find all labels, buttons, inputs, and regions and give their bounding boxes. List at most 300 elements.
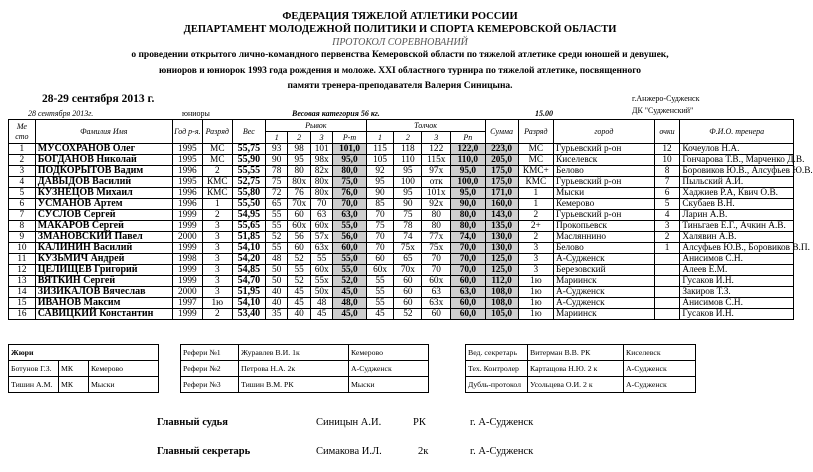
cell-c2: 74 bbox=[394, 232, 422, 243]
table-row bbox=[9, 232, 794, 243]
cell-c3: отк bbox=[422, 177, 451, 188]
cell-c3: 101х bbox=[422, 188, 451, 199]
cell-bw: 54,10 bbox=[232, 298, 265, 309]
cell-cr: 80,0 bbox=[451, 221, 485, 232]
cell-c3: 115х bbox=[422, 155, 451, 166]
table-row bbox=[9, 276, 794, 287]
cell-s2: 60 bbox=[288, 210, 310, 221]
cell-s2: 70х bbox=[288, 199, 310, 210]
cell-bw: 55,90 bbox=[232, 155, 265, 166]
cell-coach: Хаджиев Р.А, Квич О.В. bbox=[680, 188, 794, 199]
cell-sr: 70,0 bbox=[333, 199, 366, 210]
cell-city: А-Судженск bbox=[554, 298, 655, 309]
jury-name: Тишин А.М. bbox=[9, 377, 59, 393]
table-row bbox=[9, 309, 794, 320]
cell-bw: 54,85 bbox=[232, 265, 265, 276]
cell-year: 1996 bbox=[172, 188, 202, 199]
cell-sr: 80,0 bbox=[333, 166, 366, 177]
cell-year: 1995 bbox=[172, 177, 202, 188]
cell-rank: 3 bbox=[202, 276, 232, 287]
cell-rank2: 1ю bbox=[518, 298, 553, 309]
official-label: Дубль-протокол bbox=[466, 377, 528, 393]
cell-coach: Ларин А.В. bbox=[680, 210, 794, 221]
cell-city: Кемерово bbox=[554, 199, 655, 210]
cell-bw: 55,75 bbox=[232, 144, 265, 155]
cell-pts: 2 bbox=[654, 232, 680, 243]
event-city: г.Анжеро-Судженск bbox=[632, 94, 700, 103]
official-name: Витерман В.В. РК bbox=[528, 345, 624, 361]
cell-c1: 45 bbox=[366, 309, 394, 320]
cell-s2: 52 bbox=[288, 276, 310, 287]
cell-year: 1997 bbox=[172, 298, 202, 309]
col-coach: Ф.И.О. тренера bbox=[680, 120, 794, 144]
cell-sr: 76,0 bbox=[333, 188, 366, 199]
cell-total: 160,0 bbox=[485, 199, 518, 210]
official-label: Тех. Контролер bbox=[466, 361, 528, 377]
table-row bbox=[9, 221, 794, 232]
cell-c3: 92х bbox=[422, 199, 451, 210]
cell-bw: 54,95 bbox=[232, 210, 265, 221]
cell-city: Березовский bbox=[554, 265, 655, 276]
cell-c2: 90 bbox=[394, 199, 422, 210]
cell-name: ПОДКОРЫТОВ Вадим bbox=[35, 166, 172, 177]
cell-year: 1999 bbox=[172, 210, 202, 221]
cell-c2: 78 bbox=[394, 221, 422, 232]
cell-name: МУСОХРАНОВ Олег bbox=[35, 144, 172, 155]
cell-bw: 55,50 bbox=[232, 199, 265, 210]
cell-c2: 60 bbox=[394, 298, 422, 309]
cell-coach: Алсуфьев Ю.В., Боровиков В.П. bbox=[680, 243, 794, 254]
cell-s3: 101 bbox=[310, 144, 332, 155]
chief-secretary-label: Главный секретарь bbox=[157, 446, 251, 457]
jury-rank: МК bbox=[59, 361, 89, 377]
referee-label: Рефери №2 bbox=[181, 361, 239, 377]
cell-s1: 40 bbox=[265, 298, 287, 309]
cell-s2: 98 bbox=[288, 144, 310, 155]
cell-s1: 50 bbox=[265, 276, 287, 287]
col-place: Ме сто bbox=[9, 120, 36, 144]
event-description-3: памяти тренера-преподавателя Валерия Синицына. bbox=[287, 81, 513, 91]
cell-coach: Закиров Т.З. bbox=[680, 287, 794, 298]
cell-city: А-Судженск bbox=[554, 287, 655, 298]
cell-cr: 122,0 bbox=[451, 144, 485, 155]
cell-city: Мыски bbox=[554, 188, 655, 199]
cell-pts bbox=[654, 254, 680, 265]
cell-total: 175,0 bbox=[485, 166, 518, 177]
cell-bw: 51,85 bbox=[232, 232, 265, 243]
official-label: Вед. секретарь bbox=[466, 345, 528, 361]
cell-s1: 90 bbox=[265, 155, 287, 166]
referee-city: Мыски bbox=[349, 377, 429, 393]
cell-coach: Халявин А.В. bbox=[680, 232, 794, 243]
cell-rank2: 2 bbox=[518, 210, 553, 221]
cell-total: 175,0 bbox=[485, 177, 518, 188]
col-snatch-3: 3 bbox=[310, 132, 332, 144]
cell-cr: 60,0 bbox=[451, 298, 485, 309]
cell-name: МАКАРОВ Сергей bbox=[35, 221, 172, 232]
col-city: город bbox=[554, 120, 655, 144]
cell-bw: 55,80 bbox=[232, 188, 265, 199]
table-row bbox=[9, 177, 794, 188]
cell-sr: 56,0 bbox=[333, 232, 366, 243]
cell-year: 1999 bbox=[172, 265, 202, 276]
cell-c3: 63х bbox=[422, 298, 451, 309]
cell-c2: 70х bbox=[394, 265, 422, 276]
cell-rank: 2 bbox=[202, 166, 232, 177]
cell-year: 1996 bbox=[172, 166, 202, 177]
cell-c3: 63 bbox=[422, 287, 451, 298]
cell-cr: 60,0 bbox=[451, 276, 485, 287]
cell-city: Масляннино bbox=[554, 232, 655, 243]
cell-bw: 54,20 bbox=[232, 254, 265, 265]
table-row bbox=[9, 265, 794, 276]
cell-place: 8 bbox=[9, 221, 36, 232]
cell-c2: 118 bbox=[394, 144, 422, 155]
cell-cr: 95,0 bbox=[451, 166, 485, 177]
table-row bbox=[9, 298, 794, 309]
cell-place: 2 bbox=[9, 155, 36, 166]
cell-c1: 115 bbox=[366, 144, 394, 155]
table-row bbox=[9, 254, 794, 265]
cell-c3: 75х bbox=[422, 243, 451, 254]
col-snatch: Рывок bbox=[265, 120, 366, 132]
cell-cr: 70,0 bbox=[451, 265, 485, 276]
table-row bbox=[9, 287, 794, 298]
cell-rank2: 3 bbox=[518, 254, 553, 265]
cell-place: 1 bbox=[9, 144, 36, 155]
cell-rank: МС bbox=[202, 144, 232, 155]
cell-year: 1999 bbox=[172, 243, 202, 254]
cell-pts bbox=[654, 309, 680, 320]
col-cj-3: 3 bbox=[422, 132, 451, 144]
cell-sr: 63,0 bbox=[333, 210, 366, 221]
cell-name: ЦЕЛИЩЕВ Григорий bbox=[35, 265, 172, 276]
cell-s2: 95 bbox=[288, 155, 310, 166]
cell-bw: 52,75 bbox=[232, 177, 265, 188]
cell-rank: КМС bbox=[202, 177, 232, 188]
cell-c1: 55 bbox=[366, 298, 394, 309]
cell-name: УСМАНОВ Артем bbox=[35, 199, 172, 210]
cell-s2: 60 bbox=[288, 243, 310, 254]
cell-c3: 77х bbox=[422, 232, 451, 243]
cell-cr: 70,0 bbox=[451, 254, 485, 265]
cell-name: ДАВЫДОВ Василий bbox=[35, 177, 172, 188]
referee-city: А-Судженск bbox=[349, 361, 429, 377]
cell-c1: 70 bbox=[366, 210, 394, 221]
cell-sr: 55,0 bbox=[333, 265, 366, 276]
cell-name: СУСЛОВ Сергей bbox=[35, 210, 172, 221]
jury-city: Кемерово bbox=[89, 361, 159, 377]
cell-bw: 51,95 bbox=[232, 287, 265, 298]
cell-place: 9 bbox=[9, 232, 36, 243]
cell-c2: 65 bbox=[394, 254, 422, 265]
cell-cr: 63,0 bbox=[451, 287, 485, 298]
cell-pts bbox=[654, 287, 680, 298]
cell-s3: 55х bbox=[310, 276, 332, 287]
cell-city: Белово bbox=[554, 243, 655, 254]
cell-city: Киселевск bbox=[554, 155, 655, 166]
cell-pts: 3 bbox=[654, 221, 680, 232]
cell-s3: 57х bbox=[310, 232, 332, 243]
col-name: Фамилия Имя bbox=[35, 120, 172, 144]
chief-judge-city: г. А-Судженск bbox=[470, 417, 534, 428]
cell-rank2: 1 bbox=[518, 188, 553, 199]
cell-total: 205,0 bbox=[485, 155, 518, 166]
cell-rank: 3 bbox=[202, 254, 232, 265]
referee-label: Рефери №3 bbox=[181, 377, 239, 393]
cell-s3: 45 bbox=[310, 309, 332, 320]
cell-s2: 45 bbox=[288, 287, 310, 298]
weight-class: Весовая категория 56 кг. bbox=[292, 109, 380, 118]
cell-bw: 55,65 bbox=[232, 221, 265, 232]
cell-pts bbox=[654, 265, 680, 276]
cell-s3: 80х bbox=[310, 188, 332, 199]
jury-rank: МК bbox=[59, 377, 89, 393]
cell-s3: 55 bbox=[310, 254, 332, 265]
cell-pts: 1 bbox=[654, 243, 680, 254]
cell-sr: 101,0 bbox=[333, 144, 366, 155]
cell-total: 105,0 bbox=[485, 309, 518, 320]
cell-bw: 54,70 bbox=[232, 276, 265, 287]
cell-rank: 2 bbox=[202, 210, 232, 221]
referee-label: Рефери №1 bbox=[181, 345, 239, 361]
cell-year: 2000 bbox=[172, 287, 202, 298]
cell-pts: 10 bbox=[654, 155, 680, 166]
cell-cr: 74,0 bbox=[451, 232, 485, 243]
cell-place: 14 bbox=[9, 287, 36, 298]
cell-s1: 35 bbox=[265, 309, 287, 320]
col-snatch-result: Р-т bbox=[333, 132, 366, 144]
cell-c3: 80 bbox=[422, 210, 451, 221]
cell-s2: 40 bbox=[288, 309, 310, 320]
cell-year: 1999 bbox=[172, 309, 202, 320]
cell-place: 15 bbox=[9, 298, 36, 309]
cell-cr: 80,0 bbox=[451, 210, 485, 221]
cell-c1: 105 bbox=[366, 155, 394, 166]
jury-name: Ботунов Г.З. bbox=[9, 361, 59, 377]
cell-s2: 80 bbox=[288, 166, 310, 177]
cell-s2: 52 bbox=[288, 254, 310, 265]
cell-city: Гурьевский р-он bbox=[554, 144, 655, 155]
cell-total: 143,0 bbox=[485, 210, 518, 221]
cell-c2: 110 bbox=[394, 155, 422, 166]
cell-s3: 70 bbox=[310, 199, 332, 210]
cell-c2: 75 bbox=[394, 210, 422, 221]
cell-c3: 80 bbox=[422, 221, 451, 232]
cell-c1: 95 bbox=[366, 177, 394, 188]
cell-coach: Анисимов С.Н. bbox=[680, 298, 794, 309]
cell-rank2: 1 bbox=[518, 199, 553, 210]
cell-rank2: 2+ bbox=[518, 221, 553, 232]
cell-city: Прокопьевск bbox=[554, 221, 655, 232]
cell-c1: 70 bbox=[366, 243, 394, 254]
cell-coach: Кочеулов Н.А. bbox=[680, 144, 794, 155]
cell-total: 108,0 bbox=[485, 287, 518, 298]
cell-s3: 63х bbox=[310, 243, 332, 254]
cell-s1: 55 bbox=[265, 210, 287, 221]
cell-s3: 60х bbox=[310, 221, 332, 232]
cell-rank2: 1ю bbox=[518, 309, 553, 320]
cell-rank: 1ю bbox=[202, 298, 232, 309]
cell-name: КАЛИНИН Василий bbox=[35, 243, 172, 254]
cell-sr: 60,0 bbox=[333, 243, 366, 254]
cell-s1: 48 bbox=[265, 254, 287, 265]
cell-pts bbox=[654, 298, 680, 309]
cell-s1: 93 bbox=[265, 144, 287, 155]
cell-rank: 3 bbox=[202, 243, 232, 254]
table-row bbox=[9, 155, 794, 166]
cell-cr: 90,0 bbox=[451, 199, 485, 210]
cell-name: КУЗЬМИЧ Андрей bbox=[35, 254, 172, 265]
cell-place: 13 bbox=[9, 276, 36, 287]
cell-total: 130,0 bbox=[485, 243, 518, 254]
event-description-1: о проведении открытого лично-командного первенства Кемеровской области по тяжелой атлетике среди юношей и девушек, bbox=[131, 50, 669, 60]
jury-table bbox=[8, 344, 159, 393]
cell-sr: 52,0 bbox=[333, 276, 366, 287]
cell-c1: 70 bbox=[366, 232, 394, 243]
cell-c1: 60 bbox=[366, 254, 394, 265]
cell-c3: 60х bbox=[422, 276, 451, 287]
cell-sr: 55,0 bbox=[333, 254, 366, 265]
cell-coach: Гусаков И.Н. bbox=[680, 309, 794, 320]
cell-city: Гурьевский р-он bbox=[554, 210, 655, 221]
cell-rank: МС bbox=[202, 155, 232, 166]
col-weight: Вес bbox=[232, 120, 265, 144]
cell-pts: 5 bbox=[654, 199, 680, 210]
cell-total: 135,0 bbox=[485, 221, 518, 232]
cell-pts: 12 bbox=[654, 144, 680, 155]
cell-rank: 3 bbox=[202, 265, 232, 276]
official-city: А-Судженск bbox=[624, 361, 696, 377]
cell-city: Мариинск bbox=[554, 276, 655, 287]
jury-city: Мыски bbox=[89, 377, 159, 393]
cell-s2: 76 bbox=[288, 188, 310, 199]
table-row bbox=[9, 210, 794, 221]
cell-s3: 63 bbox=[310, 210, 332, 221]
cell-s3: 98х bbox=[310, 155, 332, 166]
cell-coach: Скубаев В.Н. bbox=[680, 199, 794, 210]
cell-bw: 55,55 bbox=[232, 166, 265, 177]
col-rank: Разряд bbox=[202, 120, 232, 144]
cell-name: КУЗНЕЦОВ Михаил bbox=[35, 188, 172, 199]
cell-s1: 65 bbox=[265, 199, 287, 210]
cell-bw: 54,10 bbox=[232, 243, 265, 254]
referee-name: Тишин В.М. РК bbox=[239, 377, 349, 393]
cell-name: ЗМАНОВСКИЙ Павел bbox=[35, 232, 172, 243]
cell-place: 4 bbox=[9, 177, 36, 188]
cell-s1: 50 bbox=[265, 265, 287, 276]
cell-rank2: КМС+ bbox=[518, 166, 553, 177]
cell-pts: 6 bbox=[654, 188, 680, 199]
cell-rank: КМС bbox=[202, 188, 232, 199]
cell-c1: 85 bbox=[366, 199, 394, 210]
cell-c3: 97х bbox=[422, 166, 451, 177]
cell-c1: 55 bbox=[366, 287, 394, 298]
cell-sr: 48,0 bbox=[333, 298, 366, 309]
cell-city: Мариинск bbox=[554, 309, 655, 320]
cell-name: ВЯТКИН Сергей bbox=[35, 276, 172, 287]
cell-s3: 82х bbox=[310, 166, 332, 177]
cell-cr: 100,0 bbox=[451, 177, 485, 188]
chief-secretary-city: г. А-Судженск bbox=[470, 446, 534, 457]
cell-c3: 60 bbox=[422, 309, 451, 320]
cell-c2: 95 bbox=[394, 188, 422, 199]
cell-rank2: 2 bbox=[518, 232, 553, 243]
chief-secretary-name: Симакова И.Л. bbox=[316, 446, 382, 457]
cell-total: 171,0 bbox=[485, 188, 518, 199]
cell-place: 11 bbox=[9, 254, 36, 265]
protocol-title: ПРОТОКОЛ СОРЕВНОВАНИЙ bbox=[332, 37, 468, 48]
cell-city: Гурьевский р-он bbox=[554, 177, 655, 188]
cell-rank2: 1ю bbox=[518, 276, 553, 287]
cell-s1: 55 bbox=[265, 221, 287, 232]
cell-coach: Анисимов С.Н. bbox=[680, 254, 794, 265]
cell-s1: 75 bbox=[265, 177, 287, 188]
header-row bbox=[9, 120, 794, 132]
cell-cr: 70,0 bbox=[451, 243, 485, 254]
col-snatch-2: 2 bbox=[288, 132, 310, 144]
cell-rank: 2 bbox=[202, 309, 232, 320]
cell-c2: 60 bbox=[394, 276, 422, 287]
department-title: ДЕПАРТАМЕНТ МОЛОДЕЖНОЙ ПОЛИТИКИ И СПОРТА КЕМЕРОВСКОЙ ОБЛАСТИ bbox=[183, 24, 617, 35]
cell-rank: 1 bbox=[202, 199, 232, 210]
cell-rank2: 3 bbox=[518, 265, 553, 276]
cell-s3: 60х bbox=[310, 265, 332, 276]
cell-c1: 60х bbox=[366, 265, 394, 276]
cell-cr: 95,0 bbox=[451, 188, 485, 199]
cell-city: Белово bbox=[554, 166, 655, 177]
cell-s1: 72 bbox=[265, 188, 287, 199]
cell-rank2: 3 bbox=[518, 243, 553, 254]
cell-c2: 75х bbox=[394, 243, 422, 254]
cell-s3: 50х bbox=[310, 287, 332, 298]
cell-sr: 55,0 bbox=[333, 221, 366, 232]
cell-c2: 100 bbox=[394, 177, 422, 188]
cell-s2: 55 bbox=[288, 265, 310, 276]
cell-cr: 110,0 bbox=[451, 155, 485, 166]
cell-total: 112,0 bbox=[485, 276, 518, 287]
cell-coach: Пыльский А.И. bbox=[680, 177, 794, 188]
cell-c2: 60 bbox=[394, 287, 422, 298]
col-rank2: Разряд bbox=[518, 120, 553, 144]
cell-place: 12 bbox=[9, 265, 36, 276]
session-date: 28 сентября 2013г. bbox=[28, 109, 94, 118]
referee-city: Кемерово bbox=[349, 345, 429, 361]
cell-c2: 52 bbox=[394, 309, 422, 320]
cell-bw: 53,40 bbox=[232, 309, 265, 320]
cell-c1: 55 bbox=[366, 276, 394, 287]
col-year: Год р-я. bbox=[172, 120, 202, 144]
cell-sr: 95,0 bbox=[333, 155, 366, 166]
officials-table bbox=[465, 344, 696, 393]
cell-name: ИВАНОВ Максим bbox=[35, 298, 172, 309]
cell-rank2: 1ю bbox=[518, 287, 553, 298]
cell-sr: 45,0 bbox=[333, 309, 366, 320]
official-city: Киселевск bbox=[624, 345, 696, 361]
cell-rank: 3 bbox=[202, 287, 232, 298]
cell-place: 7 bbox=[9, 210, 36, 221]
cell-coach: Боровиков Ю.В., Алсуфьев Ю.В. bbox=[680, 166, 794, 177]
cell-year: 1995 bbox=[172, 144, 202, 155]
event-venue: ДК "Судженский" bbox=[632, 106, 694, 115]
cell-s2: 56 bbox=[288, 232, 310, 243]
cell-c3: 122 bbox=[422, 144, 451, 155]
table-row bbox=[9, 199, 794, 210]
cell-s1: 40 bbox=[265, 287, 287, 298]
cell-c2: 95 bbox=[394, 166, 422, 177]
cell-s3: 80х bbox=[310, 177, 332, 188]
cell-rank2: МС bbox=[518, 144, 553, 155]
